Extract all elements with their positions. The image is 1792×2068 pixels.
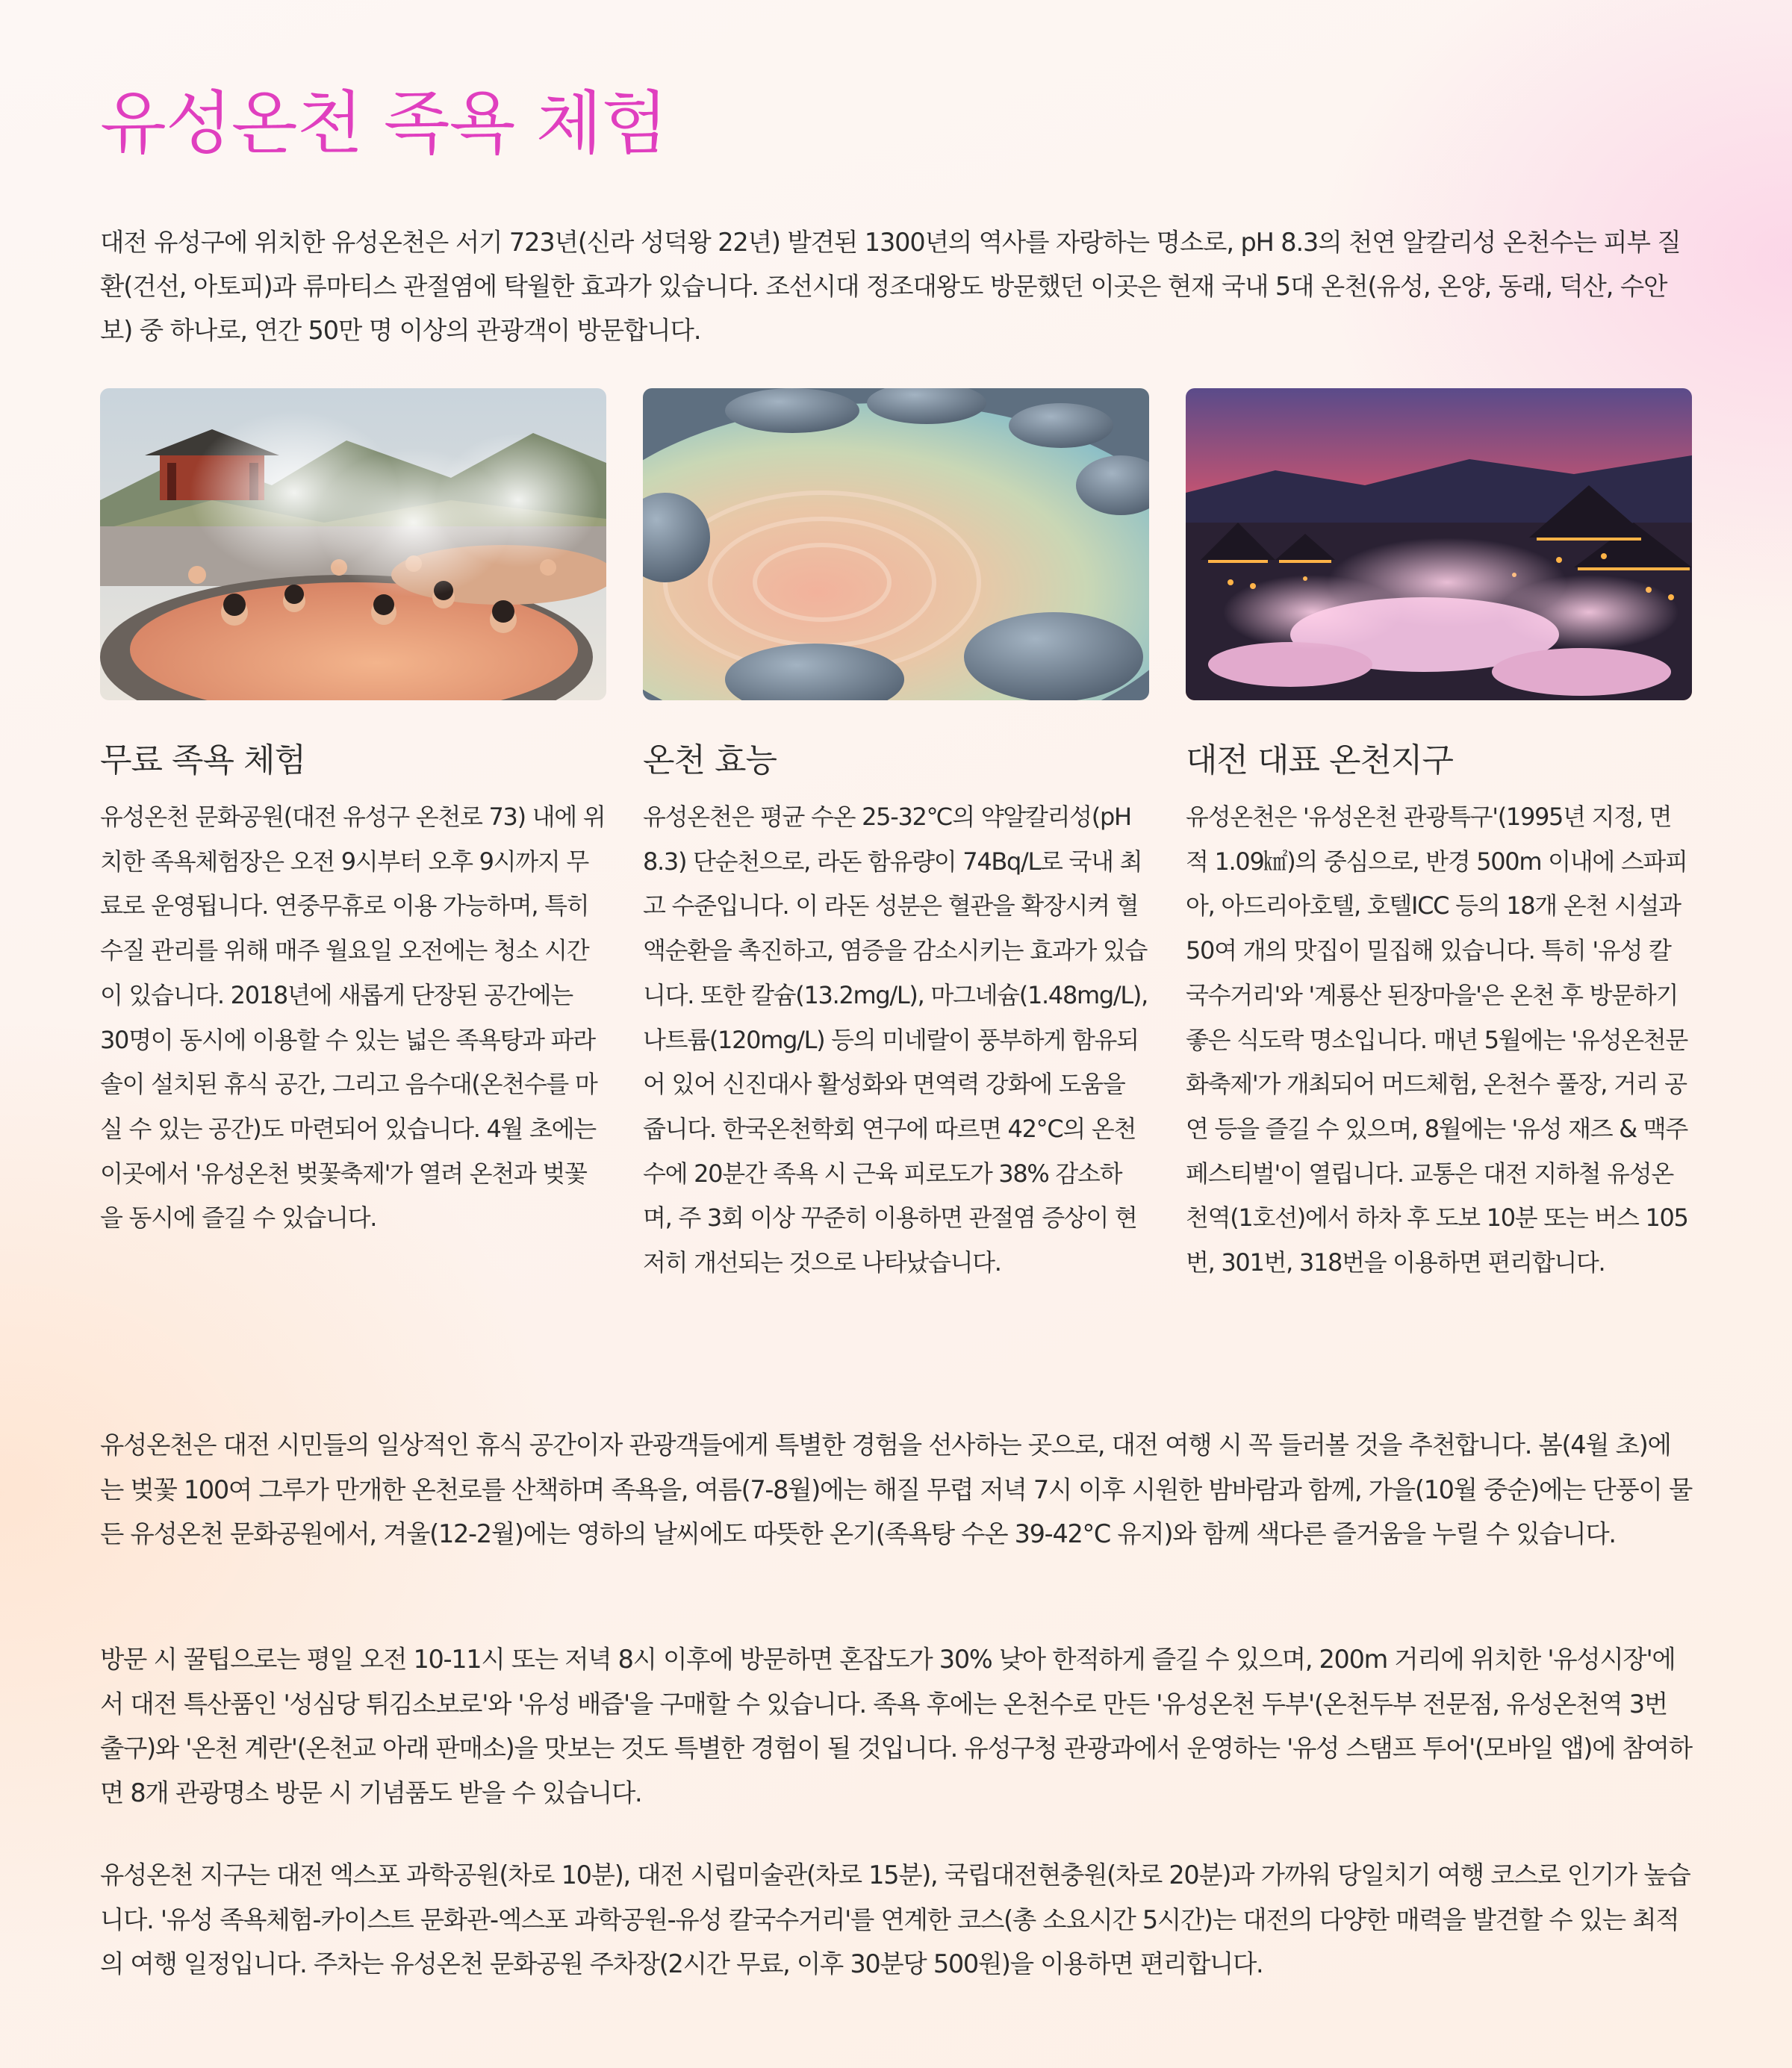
tips-paragraph: 방문 시 꿀팁으로는 평일 오전 10-11시 또는 저녁 8시 이후에 방문하면 혼잡도가 30% 낮아 한적하게 즐길 수 있으며, 200m 거리에 위치한 '유성시장'에서 대전 특산품인 '성심당 튀김소보로'와 '유성 배즙'을 구매할 수 있습니다. 족욕 후에는 온천수로 만든 '유성온천 두부'(온천두부 전문점, 유성온천역 3번 출구)와 '온천 계란'(온천교 아래 판매소)을 맛보는 것도 특별한 경험이 될 것입니다. 유성구청 관광과에서 운영하는 '유성 스탬프 투어'(모바일 앱)에 참여하면 8개 관광명소 방문 시 기념품도 받을 수 있습니다. (100, 1645, 1692, 1807)
card-body: 유성온천은 평균 수온 25-32℃의 약알칼리성(pH 8.3) 단순천으로, 라돈 함유량이 74Bq/L로 국내 최고 수준입니다. 이 라돈 성분은 혈관을 확장시켜 혈액순환을 촉진하고, 염증을 감소시키는 효과가 있습니다. 또한 칼슘(13.2mg/L), 마그네슘(1.48mg/L), 나트륨(120mg/L) 등의 미네랄이 풍부하게 함유되어 있어 신진대사 활성화와 면역력 강화에 도움을 줍니다. 한국온천학회 연구에 따르면 42°C의 온천수에 20분간 족욕 시 근육 피로도가 38% 감소하며, 주 3회 이상 꾸준히 이용하면 관절염 증상이 현저히 개선되는 것으로 나타났습니다. (643, 803, 1148, 1277)
card-body: 유성온천은 '유성온천 관광특구'(1995년 지정, 면적 1.09㎢)의 중심으로, 반경 500m 이내에 스파피아, 아드리아호텔, 호텔ICC 등의 18개 온천 시설과 50여 개의 맛집이 밀집해 있습니다. 특히 '유성 칼국수거리'와 '계룡산 된장마을'은 온천 후 방문하기 좋은 식도락 명소입니다. 매년 5월에는 '유성온천문화축제'가 개최되어 머드체험, 온천수 풀장, 거리 공연 등을 즐길 수 있으며, 8월에는 '유성 재즈 & 맥주 페스티벌'이 열립니다. 교통은 대전 지하철 유성온천역(1호선)에서 하차 후 도보 10분 또는 버스 105번, 301번, 318번을 이용하면 편리합니다. (1186, 803, 1688, 1277)
mineral-water-photo (643, 388, 1149, 700)
card-heading: 대전 대표 온천지구 (1186, 741, 1454, 779)
card-heading: 무료 족욕 체험 (100, 741, 305, 779)
seasonal-paragraph: 유성온천은 대전 시민들의 일상적인 휴식 공간이자 관광객들에게 특별한 경험을 선사하는 곳으로, 대전 여행 시 꼭 들러볼 것을 추천합니다. 봄(4월 초)에는 벚꽃 100여 그루가 만개한 온천로를 산책하며 족욕을, 여름(7-8월)에는 해질 무렵 저녁 7시 이후 시원한 밤바람과 함께, 가을(10월 중순)에는 단풍이 물든 유성온천 문화공원에서, 겨울(12-2월)에는 영하의 날씨에도 따뜻한 온기(족욕탕 수온 39-42°C 유지)와 함께 색다른 즐거움을 누릴 수 있습니다. (100, 1430, 1693, 1548)
footbath-photo (100, 388, 606, 700)
card-hot-spring-district (1186, 388, 1692, 1277)
card-body: 유성온천 문화공원(대전 유성구 온천로 73) 내에 위치한 족욕체험장은 오전 9시부터 오후 9시까지 무료로 운영됩니다. 연중무휴로 이용 가능하며, 특히 수질 관리를 위해 매주 월요일 오전에는 청소 시간이 있습니다. 2018년에 새롭게 단장된 공간에는 30명이 동시에 이용할 수 있는 넓은 족욕탕과 파라솔이 설치된 휴식 공간, 그리고 음수대(온천수를 마실 수 있는 공간)도 마련되어 있습니다. 4월 초에는 이곳에서 '유성온천 벚꽃축제'가 열려 온천과 벚꽃을 동시에 즐길 수 있습니다. (100, 803, 606, 1233)
card-heading: 온천 효능 (643, 741, 777, 779)
card-free-footbath (100, 388, 606, 1233)
page-title: 유성온천 족욕 체험 (100, 84, 668, 163)
night-district-photo (1186, 388, 1692, 700)
card-hot-spring-benefits (643, 388, 1149, 1277)
intro-paragraph: 대전 유성구에 위치한 유성온천은 서기 723년(신라 성덕왕 22년) 발견된 1300년의 역사를 자랑하는 명소로, pH 8.3의 천연 알칼리성 온천수는 피부 질환(건선, 아토피)과 류마티스 관절염에 탁월한 효과가 있습니다. 조선시대 정조대왕도 방문했던 이곳은 현재 국내 5대 온천(유성, 온양, 동래, 덕산, 수안보) 중 하나로, 연간 50만 명 이상의 관광객이 방문합니다. (100, 228, 1681, 345)
nearby-attractions-paragraph: 유성온천 지구는 대전 엑스포 과학공원(차로 10분), 대전 시립미술관(차로 15분), 국립대전현충원(차로 20분)과 가까워 당일치기 여행 코스로 인기가 높습니다. '유성 족욕체험-카이스트 문화관-엑스포 과학공원-유성 칼국수거리'를 연계한 코스(총 소요시간 5시간)는 대전의 다양한 매력을 발견할 수 있는 최적의 여행 일정입니다. 주차는 유성온천 문화공원 주차장(2시간 무료, 이후 30분당 500원)을 이용하면 편리합니다. (100, 1860, 1690, 1978)
